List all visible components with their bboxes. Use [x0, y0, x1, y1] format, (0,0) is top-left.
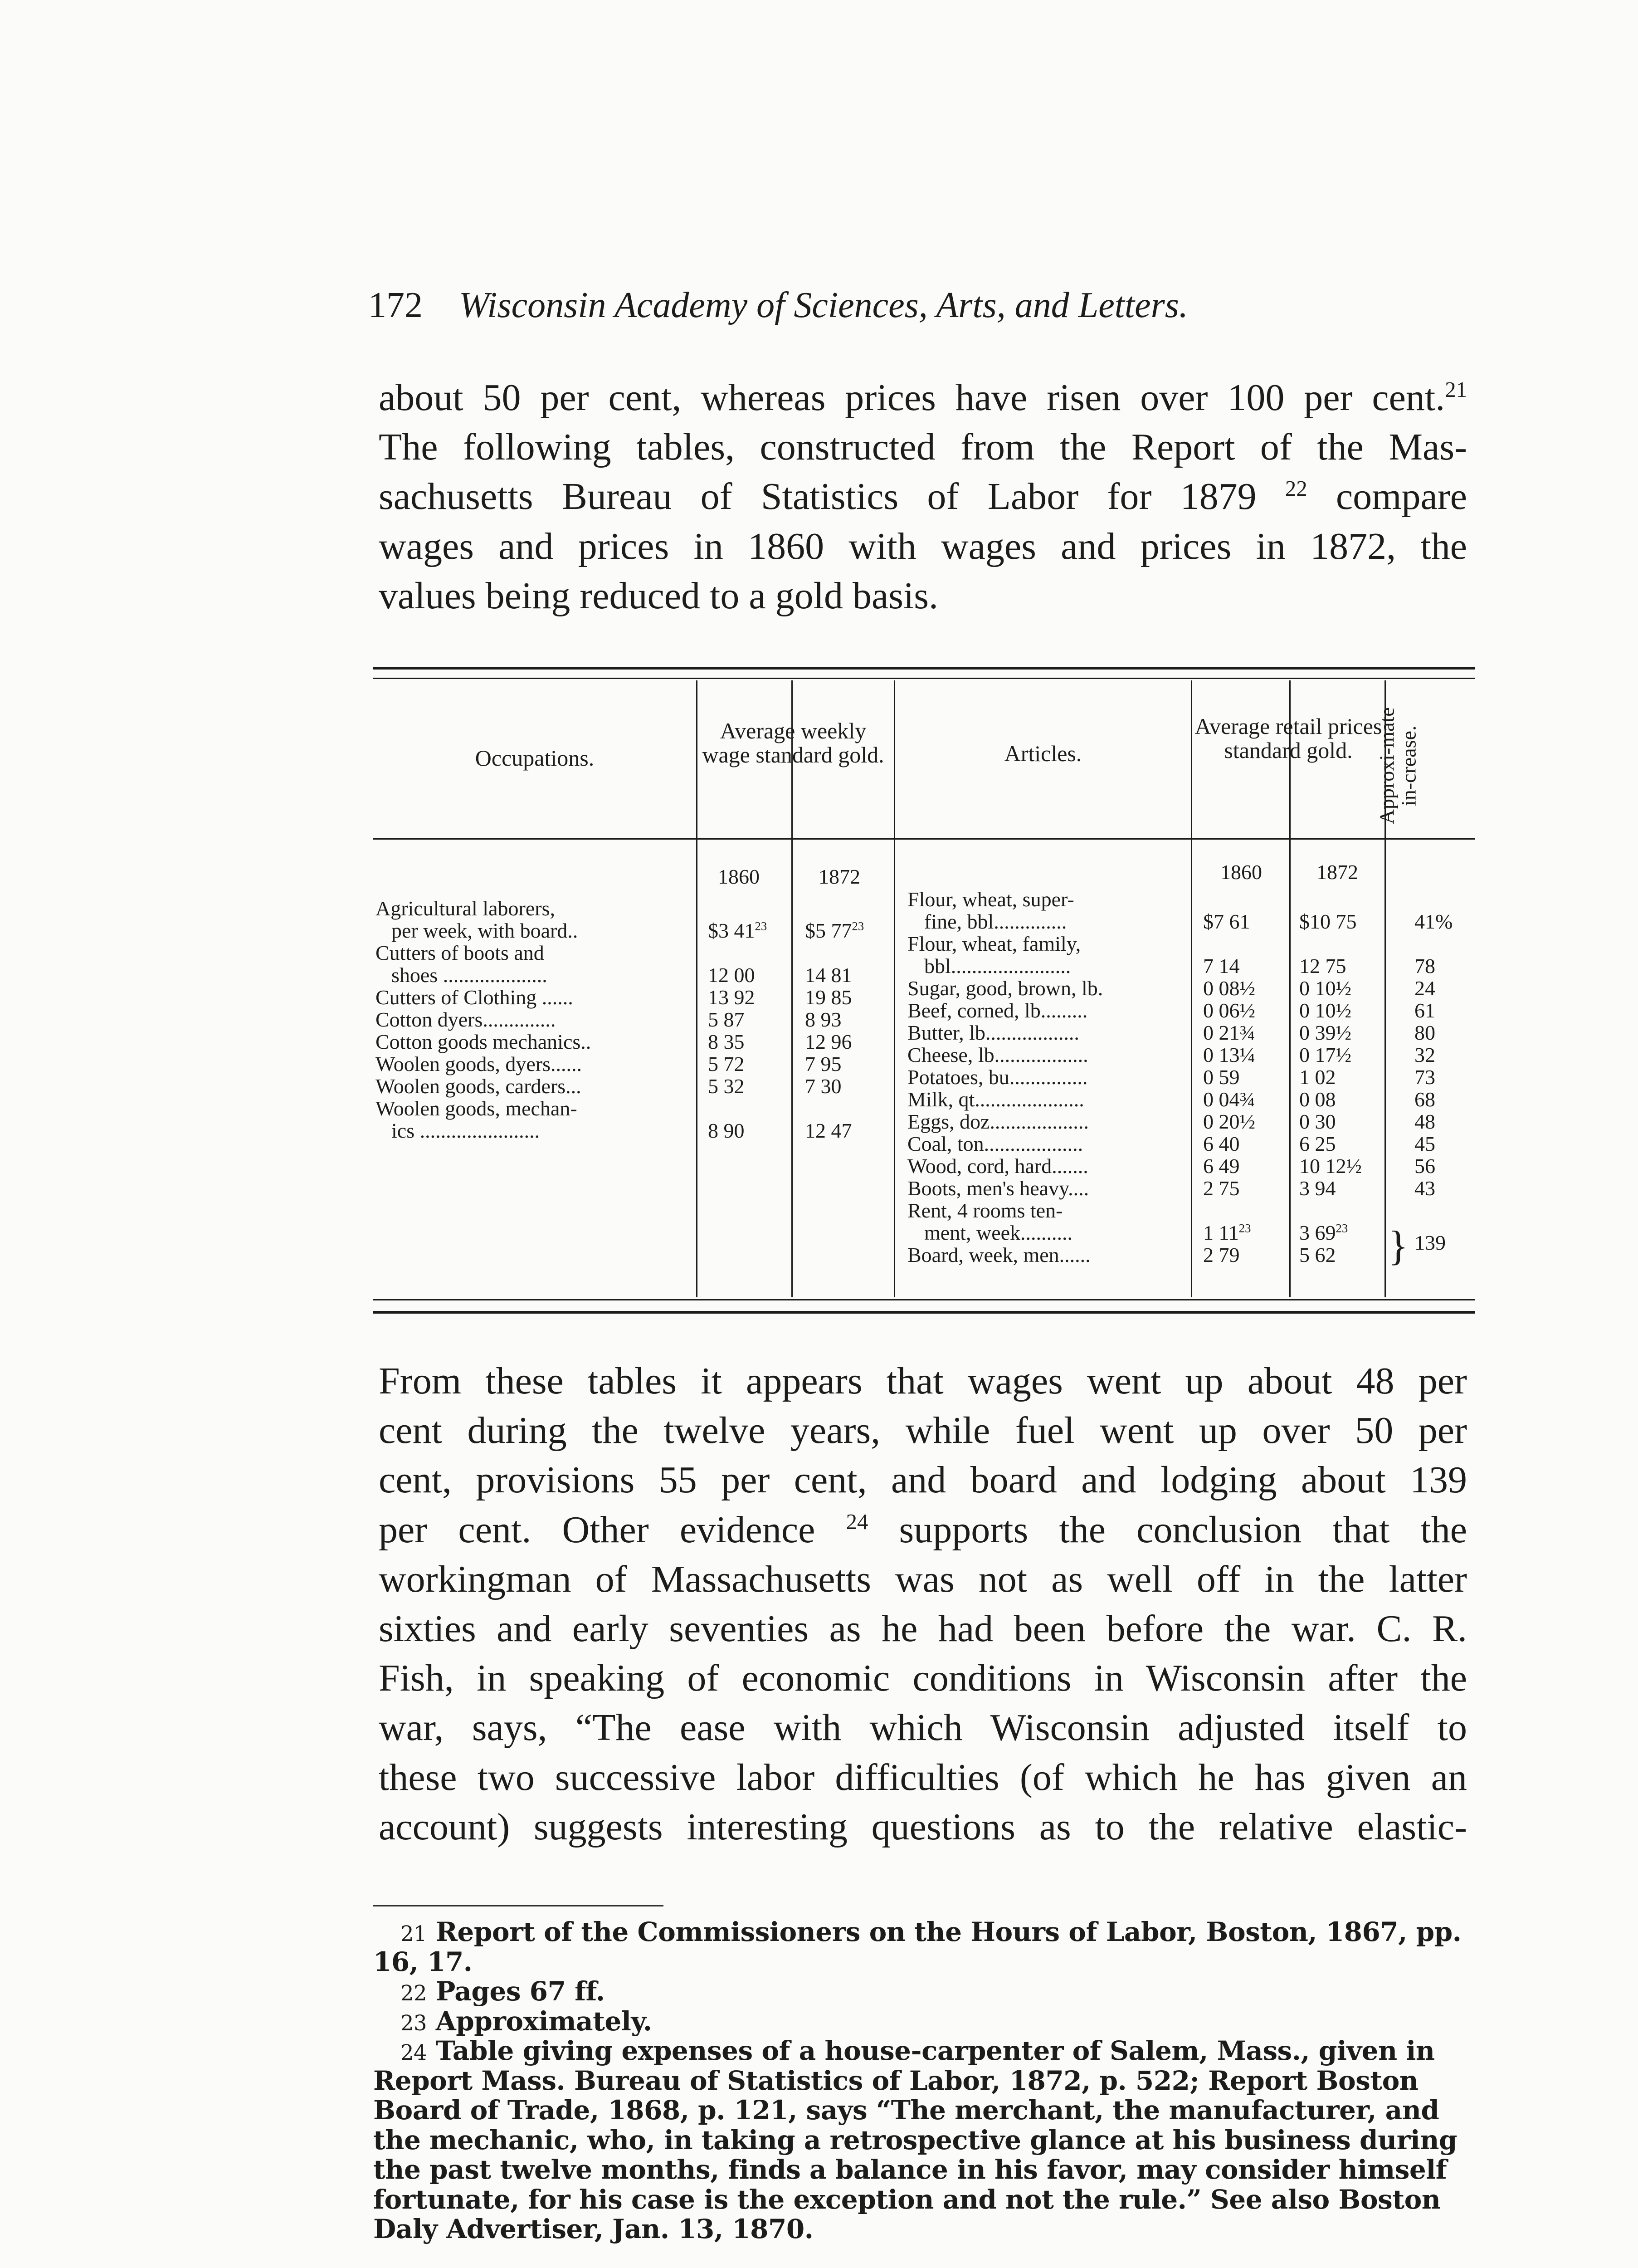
- price-1860: 0 13¼: [1203, 1043, 1255, 1066]
- table-bottom-rule: [373, 1299, 1475, 1300]
- wage-1860: 8 90: [708, 1119, 745, 1142]
- table-top-rule-2: [373, 678, 1475, 679]
- footnote-list: [373, 1917, 1471, 2244]
- article-label: Potatoes, bu...............: [907, 1066, 1088, 1089]
- price-1860: $7 61: [1203, 910, 1250, 933]
- intro-paragraph: [379, 373, 1467, 621]
- occupation-label: Cutters of boots and: [375, 941, 544, 964]
- table-bottom-rule-2: [373, 1311, 1475, 1314]
- wage-1872: 12 96: [805, 1030, 852, 1053]
- increase-value: 56: [1414, 1154, 1435, 1178]
- increase-value: 24: [1414, 977, 1435, 1000]
- price-1872: $10 75: [1299, 910, 1357, 933]
- increase-value: 41%: [1414, 910, 1453, 933]
- price-1872: 6 25: [1299, 1132, 1336, 1155]
- price-1860: 0 06½: [1203, 999, 1255, 1022]
- price-1872: 1 02: [1299, 1066, 1336, 1089]
- price-1872: 3 $69^{23}$: [1299, 1221, 1348, 1244]
- occupation-label: Woolen goods, mechan-: [375, 1097, 577, 1120]
- wage-1860: 13 92: [708, 986, 755, 1009]
- intro-line-4: wages and prices in 1860 with wages and prices in 1872, the: [379, 525, 1467, 567]
- article-label: Butter, lb..................: [907, 1021, 1079, 1044]
- footnotes: [373, 1905, 1471, 2244]
- price-1860: 0 08½: [1203, 977, 1255, 1000]
- col-divider: [1191, 680, 1192, 1297]
- wage-1872: 12 47: [805, 1119, 852, 1142]
- increase-value: 139: [1414, 1231, 1446, 1255]
- price-1872: 5 62: [1299, 1243, 1336, 1266]
- footnote-ref-21: 21: [1445, 377, 1467, 402]
- price-1872: 0 10½: [1299, 999, 1351, 1022]
- header-increase: Approxi-mate in-crease.: [1375, 707, 1420, 825]
- price-1872: 0 17½: [1299, 1043, 1351, 1066]
- footnote-mark: 22: [400, 1981, 427, 2006]
- footnote-mark: 24: [400, 2040, 427, 2065]
- article-label: fine, bbl..............: [924, 910, 1067, 933]
- article-label: Wood, cord, hard.......: [907, 1154, 1088, 1178]
- footnote-mark: 21: [400, 1921, 427, 1946]
- page-number: 172: [368, 285, 423, 325]
- occupation-label: per week, with board..: [391, 919, 578, 942]
- price-1860: 0 21¾: [1203, 1021, 1255, 1044]
- footnote-rule: [373, 1905, 663, 1906]
- wage-1872: 7 30: [805, 1075, 842, 1098]
- increase-value: 32: [1414, 1043, 1435, 1066]
- article-label: Eggs, doz...................: [907, 1110, 1089, 1133]
- wage-1860: 5 87: [708, 1008, 745, 1031]
- footnote-ref-24: 24: [846, 1509, 868, 1534]
- col-divider: [791, 680, 793, 1297]
- price-1860: 0 59: [1203, 1066, 1240, 1089]
- article-label: Beef, corned, lb.........: [907, 999, 1088, 1022]
- occupation-label: Agricultural laborers,: [375, 897, 555, 920]
- body-line: cent during the twelve years, while fuel went up over 50 per: [379, 1409, 1467, 1452]
- header-rule: [373, 838, 1475, 840]
- article-label: Milk, qt.....................: [907, 1088, 1084, 1111]
- article-label: Sugar, good, brown, lb.: [907, 977, 1103, 1000]
- price-1872: 10 12½: [1299, 1154, 1362, 1178]
- body-line: sixties and early seventies as he had been before the war. C. R.: [379, 1607, 1467, 1650]
- col-divider: [696, 680, 697, 1297]
- price-1860: 6 49: [1203, 1154, 1240, 1178]
- intro-line-2: The following tables, constructed from the Report of the Mas-: [379, 426, 1467, 469]
- increase-value: 73: [1414, 1066, 1435, 1089]
- year-1860-price: 1860: [1220, 860, 1262, 884]
- increase-value: 68: [1414, 1088, 1435, 1111]
- footnote-mark: 23: [400, 2010, 427, 2035]
- article-label: Flour, wheat, super-: [907, 888, 1074, 911]
- body-line: workingman of Massachusetts was not as well off in the latter: [379, 1558, 1467, 1600]
- body-paragraph: [379, 1356, 1467, 1852]
- header-avg-retail: Average retail prices standard gold.: [1194, 714, 1382, 763]
- wage-1872: $5 $77^{23}$: [805, 919, 864, 942]
- price-1860: 2 79: [1203, 1243, 1240, 1266]
- price-1860: 0 20½: [1203, 1110, 1255, 1133]
- wage-1872: 19 85: [805, 986, 852, 1009]
- increase-value: 61: [1414, 999, 1435, 1022]
- occupation-label: Woolen goods, dyers......: [375, 1052, 582, 1075]
- article-label: Rent, 4 rooms ten-: [907, 1199, 1063, 1222]
- article-label: Boots, men's heavy....: [907, 1177, 1089, 1200]
- footnote-21: 21 Report of the Commissioners on the Hours of Labor, Boston, 1867, pp. 16, 17.: [373, 1916, 1462, 1977]
- bracket: }: [1388, 1222, 1409, 1269]
- body-line: war, says, “The ease with which Wisconsin adjusted itself to: [379, 1706, 1467, 1749]
- article-label: Cheese, lb..................: [907, 1043, 1088, 1066]
- year-1872-wage: 1872: [819, 865, 860, 888]
- increase-value: 78: [1414, 954, 1435, 978]
- footnote-22: 22 Pages 67 ff.: [400, 1976, 605, 2007]
- wage-1860: 5 72: [708, 1052, 745, 1075]
- body-line: From these tables it appears that wages went up about 48 per: [379, 1360, 1467, 1402]
- header-avg-wage: Average weekly wage standard gold.: [702, 718, 884, 767]
- body-line: account) suggests interesting questions as to the relative elastic-: [379, 1805, 1467, 1848]
- article-label: ment, week..........: [924, 1221, 1073, 1244]
- table-top-rule: [373, 667, 1475, 670]
- price-1860: 7 14: [1203, 954, 1240, 978]
- wages-prices-table: [373, 667, 1475, 1320]
- year-1860-wage: 1860: [718, 865, 760, 888]
- col-divider: [1289, 680, 1291, 1297]
- wage-1860: $3 $41^{23}$: [708, 919, 767, 942]
- footnote-24: 24 Table giving expenses of a house-carpenter of Salem, Mass., given in Report Mass. Bureau of Statistics of Labor, 1872, p. 522; Report Boston Board of Trade, 1868, p. 121, says “The merchant, the manufacturer, and the mechanic, who, in taking a retrospective glance at his business during the past twelve months, finds a balance in his favor, may consider himself fortunate, for his case is the exception and not the rule.” See also Boston Daly Advertiser, Jan. 13, 1870.: [373, 2035, 1458, 2245]
- wage-1860: 12 00: [708, 963, 755, 987]
- price-1872: 0 30: [1299, 1110, 1336, 1133]
- header-occupations: Occupations.: [475, 745, 595, 771]
- price-1872: 3 94: [1299, 1177, 1336, 1200]
- body-line: Fish, in speaking of economic conditions in Wisconsin after the: [379, 1657, 1467, 1700]
- price-1872: 0 39½: [1299, 1021, 1351, 1044]
- intro-line-5: values being reduced to a gold basis.: [379, 574, 938, 617]
- running-head: [368, 285, 1366, 326]
- year-1872-price: 1872: [1316, 860, 1358, 884]
- price-1872: 0 08: [1299, 1088, 1336, 1111]
- header-articles: Articles.: [1004, 741, 1082, 766]
- increase-value: 48: [1414, 1110, 1435, 1133]
- article-label: Coal, ton...................: [907, 1132, 1083, 1155]
- wage-1872: 8 93: [805, 1008, 842, 1031]
- price-1860: 6 40: [1203, 1132, 1240, 1155]
- occupation-label: ics .......................: [391, 1119, 540, 1142]
- wage-1872: 7 95: [805, 1052, 842, 1075]
- occupation-label: Cotton dyers..............: [375, 1008, 556, 1031]
- occupation-label: shoes ....................: [391, 963, 547, 987]
- price-1860: 2 75: [1203, 1177, 1240, 1200]
- article-label: Flour, wheat, family,: [907, 932, 1081, 955]
- increase-value: 45: [1414, 1132, 1435, 1155]
- article-label: bbl.......................: [924, 954, 1071, 978]
- footnote-ref-22: 22: [1285, 476, 1307, 501]
- occupation-label: Cutters of Clothing ......: [375, 986, 573, 1009]
- intro-line-3: sachusetts Bureau of Statistics of Labor for 1879 $^{22}$ compare: [379, 475, 1467, 518]
- occupation-label: Woolen goods, carders...: [375, 1075, 581, 1098]
- occupation-label: Cotton goods mechanics..: [375, 1030, 591, 1053]
- body-line: these two successive labor difficulties (of which he has given an: [379, 1756, 1467, 1799]
- price-1872: 12 75: [1299, 954, 1346, 978]
- footnote-23: 23 Approximately.: [400, 2005, 652, 2037]
- article-label: Board, week, men......: [907, 1243, 1091, 1266]
- running-title: Wisconsin Academy of Sciences, Arts, and Letters.: [459, 285, 1188, 325]
- col-divider: [894, 680, 895, 1297]
- increase-value: 43: [1414, 1177, 1435, 1200]
- price-1872: 0 10½: [1299, 977, 1351, 1000]
- increase-value: 80: [1414, 1021, 1435, 1044]
- wage-1872: 14 81: [805, 963, 852, 987]
- body-line: per cent. Other evidence $^{24}$ supports the conclusion that the: [379, 1508, 1467, 1551]
- intro-line-1: about 50 per cent, whereas prices have risen over 100 per cent.$^{21}$: [379, 376, 1467, 419]
- wage-1860: 5 32: [708, 1075, 745, 1098]
- price-1860: 0 04¾: [1203, 1088, 1255, 1111]
- body-line: cent, provisions 55 per cent, and board and lodging about 139: [379, 1459, 1467, 1501]
- price-1860: 1 $11^{23}$: [1203, 1221, 1251, 1244]
- wage-1860: 8 35: [708, 1030, 745, 1053]
